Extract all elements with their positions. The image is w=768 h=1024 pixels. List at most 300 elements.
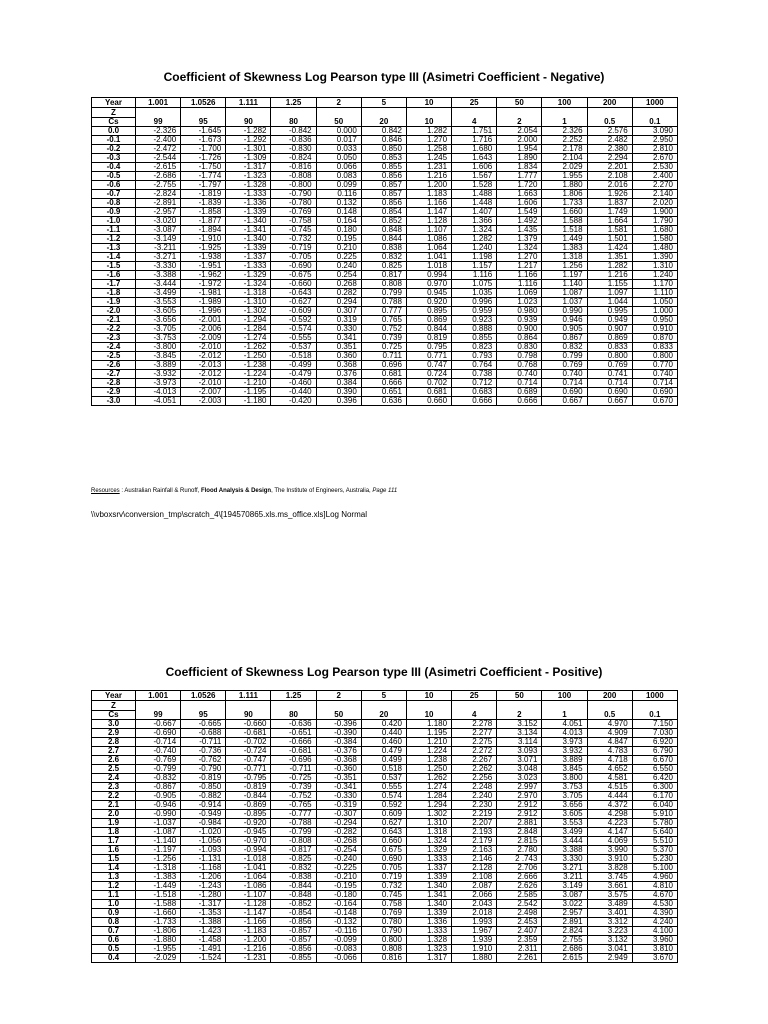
coefficient-cell: -2.012	[181, 370, 226, 379]
coefficient-cell: 3.312	[587, 918, 632, 927]
coefficient-cell: -1.339	[226, 208, 271, 217]
coefficient-cell: -3.553	[136, 298, 181, 307]
year-label: Year	[92, 691, 136, 701]
coefficient-cell: -1.962	[181, 271, 226, 280]
coefficient-cell: 0.000	[316, 127, 361, 136]
coefficient-cell: -0.360	[316, 765, 361, 774]
coefficient-cell: 0.900	[497, 325, 542, 334]
coefficient-cell: 1.200	[406, 181, 451, 190]
coefficient-cell: -0.099	[316, 936, 361, 945]
coefficient-cell: 0.770	[632, 361, 677, 370]
coefficient-cell: 0.780	[361, 918, 406, 927]
cs-value-cell: -0.8	[92, 199, 136, 208]
coefficient-cell: 1.880	[542, 181, 587, 190]
coefficient-cell: -1.329	[226, 271, 271, 280]
coefficient-cell: 1.324	[497, 244, 542, 253]
coefficient-cell: 0.627	[361, 819, 406, 828]
coefficient-cell: 0.714	[497, 379, 542, 388]
year-header-cell: 25	[452, 98, 497, 108]
coefficient-cell: -0.740	[136, 747, 181, 756]
coefficient-cell: -1.353	[181, 909, 226, 918]
coefficient-cell: -0.711	[271, 765, 316, 774]
coefficient-cell: 0.725	[361, 343, 406, 352]
coefficient-cell: 0.923	[452, 316, 497, 325]
coefficient-cell: -1.324	[226, 280, 271, 289]
coefficient-cell: 0.855	[361, 163, 406, 172]
coefficient-cell: -0.319	[316, 801, 361, 810]
coefficient-cell: 3.489	[587, 900, 632, 909]
coefficient-cell: 1.245	[406, 154, 451, 163]
header-row-year	[92, 98, 678, 108]
coefficient-cell: -1.750	[181, 163, 226, 172]
coefficient-cell: 1.041	[406, 253, 451, 262]
coefficient-cell: 2.240	[452, 792, 497, 801]
coefficient-cell: 2.016	[587, 181, 632, 190]
coefficient-cell: -0.970	[226, 837, 271, 846]
coefficient-cell: 4.530	[632, 900, 677, 909]
coefficient-cell: 2.275	[452, 738, 497, 747]
coefficient-cell: -3.753	[136, 334, 181, 343]
coefficient-cell: -0.719	[271, 244, 316, 253]
coefficient-cell: 2.891	[542, 918, 587, 927]
coefficient-cell: 3.149	[542, 882, 587, 891]
coefficient-cell: 0.083	[316, 172, 361, 181]
coefficient-cell: -0.666	[271, 738, 316, 747]
coefficient-cell: 0.714	[632, 379, 677, 388]
coefficient-cell: 0.768	[497, 361, 542, 370]
cs-value-cell: -0.7	[92, 190, 136, 199]
z-header-cell: 95	[181, 701, 226, 720]
year-header-cell: 1.0526	[181, 691, 226, 701]
coefficient-cell: -1.333	[226, 190, 271, 199]
coefficient-cell: 1.900	[632, 208, 677, 217]
coefficient-cell: -0.808	[271, 837, 316, 846]
coefficient-cell: 4.581	[587, 774, 632, 783]
coefficient-cell: 0.850	[361, 145, 406, 154]
coefficient-cell: 4.652	[587, 765, 632, 774]
resources-text-bold: Flood Analysis & Design	[200, 488, 272, 494]
cs-value-cell: -1.4	[92, 253, 136, 262]
coefficient-cell: 1.664	[587, 217, 632, 226]
table-row	[92, 765, 678, 774]
coefficient-cell: -0.914	[181, 801, 226, 810]
coefficient-cell: 0.833	[587, 343, 632, 352]
coefficient-cell: 3.271	[542, 864, 587, 873]
coefficient-cell: -1.645	[181, 127, 226, 136]
coefficient-cell: -0.307	[316, 810, 361, 819]
coefficient-cell: -0.825	[271, 855, 316, 864]
coefficient-cell: 0.740	[632, 370, 677, 379]
coefficient-cell: -2.003	[181, 397, 226, 406]
coefficient-cell: -1.210	[226, 379, 271, 388]
coefficient-cell: 0.690	[542, 388, 587, 397]
resources-separator: :	[119, 488, 125, 494]
coefficient-cell: 2.277	[452, 729, 497, 738]
coefficient-cell: 0.740	[542, 370, 587, 379]
coefficient-cell: 1.837	[587, 199, 632, 208]
coefficient-cell: 1.224	[406, 747, 451, 756]
coefficient-cell: 0.099	[316, 181, 361, 190]
coefficient-cell: -1.309	[226, 154, 271, 163]
table-row	[92, 163, 678, 172]
coefficient-cell: 2.256	[452, 774, 497, 783]
coefficient-cell: 2.824	[542, 927, 587, 936]
coefficient-cell: 1.157	[452, 262, 497, 271]
coefficient-cell: 0.771	[406, 352, 451, 361]
coefficient-cell: 1.317	[406, 954, 451, 963]
coefficient-cell: 1.606	[452, 163, 497, 172]
year-header-cell: 5	[361, 691, 406, 701]
coefficient-cell: 1.166	[497, 271, 542, 280]
coefficient-cell: 0.745	[361, 891, 406, 900]
coefficient-cell: -0.799	[136, 765, 181, 774]
coefficient-cell: -0.788	[271, 819, 316, 828]
coefficient-cell: 2.997	[497, 783, 542, 792]
coefficient-cell: -1.064	[226, 873, 271, 882]
coefficient-cell: 0.823	[452, 343, 497, 352]
coefficient-cell: -1.262	[226, 343, 271, 352]
coefficient-cell: 2.178	[542, 145, 587, 154]
year-header-cell: 2	[316, 691, 361, 701]
coefficient-cell: -0.920	[226, 819, 271, 828]
coefficient-cell: -0.762	[181, 756, 226, 765]
coefficient-cell: 1.086	[406, 235, 451, 244]
coefficient-cell: 0.946	[542, 316, 587, 325]
table-row	[92, 891, 678, 900]
coefficient-cell: 3.134	[497, 729, 542, 738]
coefficient-cell: 2.780	[497, 846, 542, 855]
coefficient-cell: 0.838	[361, 244, 406, 253]
coefficient-cell: 0.895	[406, 307, 451, 316]
cs-value-cell: -0.2	[92, 145, 136, 154]
coefficient-cell: 2.230	[452, 801, 497, 810]
coefficient-cell: -0.518	[271, 352, 316, 361]
coefficient-cell: 1.424	[587, 244, 632, 253]
coefficient-cell: 0.833	[632, 343, 677, 352]
cs-value-cell: 2.0	[92, 810, 136, 819]
coefficient-cell: 5.100	[632, 864, 677, 873]
coefficient-cell: 1.492	[497, 217, 542, 226]
coefficient-cell: 2.140	[632, 190, 677, 199]
negative-table-title: Coefficient of Skewness Log Pearson type III (Asimetri Coefficient - Negative)	[163, 70, 605, 84]
coefficient-cell: -0.836	[271, 136, 316, 145]
coefficient-cell: 3.132	[587, 936, 632, 945]
coefficient-cell: -0.592	[271, 316, 316, 325]
coefficient-cell: 0.994	[406, 271, 451, 280]
coefficient-cell: 2.261	[497, 954, 542, 963]
z-header-cell: 90	[226, 108, 271, 127]
coefficient-cell: 3.932	[542, 747, 587, 756]
coefficient-cell: -0.819	[181, 774, 226, 783]
coefficient-cell: -2.957	[136, 208, 181, 217]
coefficient-cell: -2.010	[181, 343, 226, 352]
year-header-cell: 10	[406, 98, 451, 108]
coefficient-cell: 3.705	[542, 792, 587, 801]
coefficient-cell: 0.033	[316, 145, 361, 154]
coefficient-cell: 1.023	[497, 298, 542, 307]
coefficient-cell: 5.510	[632, 837, 677, 846]
header-row-year	[92, 691, 678, 701]
coefficient-cell: 0.857	[361, 190, 406, 199]
coefficient-cell: 1.339	[406, 873, 451, 882]
coefficient-cell: 1.050	[632, 298, 677, 307]
coefficient-cell: -0.636	[271, 720, 316, 729]
z-header-cell: 0.5	[587, 108, 632, 127]
z-header-cell: 0.1	[632, 108, 677, 127]
coefficient-cell: 2.146	[452, 855, 497, 864]
coefficient-cell: 3.090	[632, 127, 677, 136]
coefficient-cell: 3.753	[542, 783, 587, 792]
coefficient-cell: -1.317	[181, 900, 226, 909]
cs-value-cell: -0.3	[92, 154, 136, 163]
table-row	[92, 873, 678, 882]
coefficient-cell: 1.480	[632, 244, 677, 253]
cs-value-cell: -1.5	[92, 262, 136, 271]
coefficient-cell: 0.180	[316, 226, 361, 235]
cs-value-cell: -3.0	[92, 397, 136, 406]
coefficient-cell: 3.023	[497, 774, 542, 783]
coefficient-cell: 0.351	[316, 343, 361, 352]
coefficient-cell: 4.372	[587, 801, 632, 810]
coefficient-cell: -1.383	[136, 873, 181, 882]
coefficient-cell: -1.302	[226, 307, 271, 316]
coefficient-cell: 0.307	[316, 307, 361, 316]
cs-value-cell: 1.9	[92, 819, 136, 828]
cs-value-cell: -2.8	[92, 379, 136, 388]
coefficient-cell: 6.920	[632, 738, 677, 747]
coefficient-cell: 1.294	[406, 801, 451, 810]
coefficient-cell: 1.341	[406, 891, 451, 900]
coefficient-cell: -0.844	[271, 882, 316, 891]
coefficient-cell: 1.733	[542, 199, 587, 208]
coefficient-cell: 1.720	[497, 181, 542, 190]
coefficient-cell: -1.131	[181, 855, 226, 864]
coefficient-cell: 1.660	[542, 208, 587, 217]
coefficient-cell: -0.351	[316, 774, 361, 783]
coefficient-cell: 2.912	[497, 801, 542, 810]
coefficient-cell: 0.777	[361, 307, 406, 316]
coefficient-cell: 1.075	[452, 280, 497, 289]
cs-value-cell: 3.0	[92, 720, 136, 729]
coefficient-cell: -0.777	[271, 810, 316, 819]
coefficient-cell: 2.453	[497, 918, 542, 927]
coefficient-cell: 0.864	[497, 334, 542, 343]
table-row	[92, 397, 678, 406]
coefficient-cell: -1.341	[226, 226, 271, 235]
coefficient-cell: -0.945	[226, 828, 271, 837]
coefficient-cell: 2.087	[452, 882, 497, 891]
coefficient-cell: -0.555	[271, 334, 316, 343]
cs-value-cell: 1.4	[92, 864, 136, 873]
coefficient-cell: 0.799	[361, 289, 406, 298]
cs-value-cell: -2.7	[92, 370, 136, 379]
z-header-cell: 20	[361, 108, 406, 127]
coefficient-cell: 1.880	[452, 954, 497, 963]
cs-value-cell: 1.8	[92, 828, 136, 837]
coefficient-cell: 2.482	[587, 136, 632, 145]
coefficient-cell: 4.100	[632, 927, 677, 936]
coefficient-cell: -1.339	[226, 244, 271, 253]
coefficient-cell: -1.337	[226, 253, 271, 262]
year-header-cell: 1000	[632, 691, 677, 701]
coefficient-cell: 1.407	[452, 208, 497, 217]
coefficient-cell: 4.909	[587, 729, 632, 738]
table-row	[92, 262, 678, 271]
coefficient-cell: 1.262	[406, 774, 451, 783]
coefficient-cell: 0.460	[361, 738, 406, 747]
table-row	[92, 244, 678, 253]
coefficient-cell: -0.066	[316, 954, 361, 963]
coefficient-cell: 3.444	[542, 837, 587, 846]
coefficient-cell: -1.310	[226, 298, 271, 307]
coefficient-cell: 0.769	[542, 361, 587, 370]
coefficient-cell: 0.752	[361, 325, 406, 334]
header-row-z	[92, 108, 678, 118]
cs-value-cell: 1.7	[92, 837, 136, 846]
coefficient-cell: 1.680	[452, 145, 497, 154]
coefficient-cell: -0.660	[226, 720, 271, 729]
coefficient-cell: -0.984	[181, 819, 226, 828]
coefficient-cell: 0.799	[542, 352, 587, 361]
table-row	[92, 316, 678, 325]
coefficient-cell: 2.018	[452, 909, 497, 918]
table-row	[92, 199, 678, 208]
coefficient-cell: 1.258	[406, 145, 451, 154]
coefficient-cell: 0.164	[316, 217, 361, 226]
coefficient-cell: 1.329	[406, 846, 451, 855]
coefficient-cell: 1.528	[452, 181, 497, 190]
coefficient-cell: -0.854	[271, 909, 316, 918]
coefficient-cell: -0.681	[271, 747, 316, 756]
coefficient-cell: -1.323	[226, 172, 271, 181]
coefficient-cell: 1.155	[587, 280, 632, 289]
coefficient-cell: 6.040	[632, 801, 677, 810]
coefficient-cell: 0.666	[361, 379, 406, 388]
coefficient-cell: 3.745	[587, 873, 632, 882]
table-row	[92, 918, 678, 927]
table-row	[92, 720, 678, 729]
coefficient-cell: -1.284	[226, 325, 271, 334]
table-row	[92, 729, 678, 738]
coefficient-cell: 1.240	[632, 271, 677, 280]
coefficient-cell: 2.380	[587, 145, 632, 154]
coefficient-cell: 0.240	[316, 262, 361, 271]
coefficient-cell: -1.336	[226, 199, 271, 208]
coefficient-cell: -1.318	[136, 864, 181, 873]
coefficient-cell: -1.925	[181, 244, 226, 253]
coefficient-cell: 0.499	[361, 756, 406, 765]
cs-value-cell: 2.4	[92, 774, 136, 783]
coefficient-cell: -0.396	[316, 720, 361, 729]
coefficient-cell: 1.324	[406, 837, 451, 846]
coefficient-cell: 1.501	[587, 235, 632, 244]
cs-value-cell: 2.6	[92, 756, 136, 765]
coefficient-cell: -4.051	[136, 397, 181, 406]
coefficient-cell: 1.993	[452, 918, 497, 927]
cs-label: Cs	[92, 118, 136, 127]
z-header-cell: 2	[497, 701, 542, 720]
coefficient-cell: 0.970	[406, 280, 451, 289]
coefficient-cell: -0.842	[271, 127, 316, 136]
coefficient-cell: -0.799	[271, 828, 316, 837]
coefficient-cell: 2.666	[497, 873, 542, 882]
coefficient-cell: 1.749	[587, 208, 632, 217]
coefficient-cell: -1.294	[226, 316, 271, 325]
z-header-cell: 4	[452, 701, 497, 720]
z-header-cell: 0.1	[632, 701, 677, 720]
coefficient-cell: 2.207	[452, 819, 497, 828]
coefficient-cell: -1.951	[181, 262, 226, 271]
coefficient-cell: -1.877	[181, 217, 226, 226]
coefficient-cell: -2.326	[136, 127, 181, 136]
coefficient-cell: 5.780	[632, 819, 677, 828]
coefficient-cell: 0.769	[587, 361, 632, 370]
coefficient-cell: -0.225	[316, 864, 361, 873]
coefficient-cell: 0.738	[452, 370, 497, 379]
coefficient-cell: 4.240	[632, 918, 677, 927]
coefficient-cell: 4.515	[587, 783, 632, 792]
coefficient-cell: 1.110	[632, 289, 677, 298]
coefficient-cell: 0.360	[316, 352, 361, 361]
coefficient-cell: 4.069	[587, 837, 632, 846]
coefficient-cell: 1.967	[452, 927, 497, 936]
coefficient-cell: 0.907	[587, 325, 632, 334]
coefficient-cell: -1.195	[226, 388, 271, 397]
table-row	[92, 936, 678, 945]
coefficient-cell: -0.724	[226, 747, 271, 756]
cs-value-cell: -1.7	[92, 280, 136, 289]
z-header-cell: 50	[316, 701, 361, 720]
coefficient-cell: 1.390	[632, 253, 677, 262]
coefficient-cell: -0.765	[271, 801, 316, 810]
coefficient-cell: -1.224	[226, 370, 271, 379]
coefficient-cell: 3.087	[542, 891, 587, 900]
coefficient-cell: 1.000	[632, 307, 677, 316]
coefficient-cell: 1.256	[542, 262, 587, 271]
coefficient-cell: 0.537	[361, 774, 406, 783]
year-header-cell: 50	[497, 691, 542, 701]
year-header-cell: 1.25	[271, 98, 316, 108]
coefficient-cell: 0.854	[361, 208, 406, 217]
coefficient-cell: 1.270	[497, 253, 542, 262]
coefficient-cell: 0.817	[361, 271, 406, 280]
coefficient-cell: -0.420	[271, 397, 316, 406]
coefficient-cell: 3.828	[587, 864, 632, 873]
coefficient-cell: -0.341	[316, 783, 361, 792]
coefficient-cell: 1.806	[542, 190, 587, 199]
table-row	[92, 154, 678, 163]
coefficient-cell: 3.656	[542, 801, 587, 810]
z-header-cell: 95	[181, 108, 226, 127]
coefficient-cell: 0.574	[361, 792, 406, 801]
coefficient-cell: 0.660	[406, 397, 451, 406]
coefficient-cell: -0.384	[316, 738, 361, 747]
coefficient-cell: 6.670	[632, 756, 677, 765]
table-row	[92, 837, 678, 846]
cs-value-cell: 0.9	[92, 909, 136, 918]
coefficient-cell: -0.848	[271, 891, 316, 900]
coefficient-cell: 1.716	[452, 136, 497, 145]
coefficient-cell: 4.970	[587, 720, 632, 729]
coefficient-cell: 0.832	[542, 343, 587, 352]
coefficient-cell: -0.460	[271, 379, 316, 388]
coefficient-cell: 1.337	[406, 864, 451, 873]
coefficient-cell: -0.667	[136, 720, 181, 729]
z-header-cell: 50	[316, 108, 361, 127]
coefficient-cell: 3.388	[542, 846, 587, 855]
coefficient-cell: 2.029	[542, 163, 587, 172]
cs-value-cell: -0.6	[92, 181, 136, 190]
